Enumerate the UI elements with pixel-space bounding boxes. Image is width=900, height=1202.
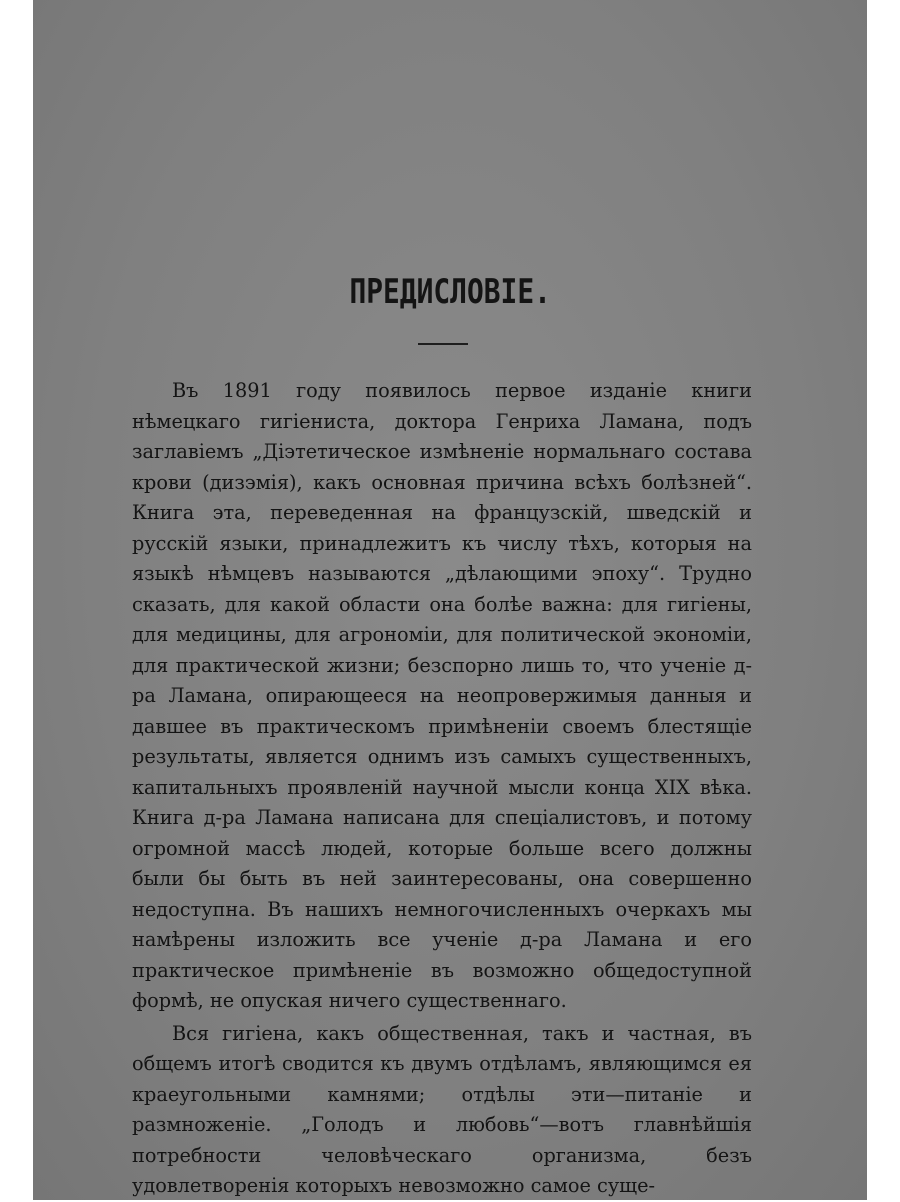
paragraph: Вся гигіена, какъ общественная, такъ и частная, въ общемъ итогѣ сводится къ двумъ отдѣламъ, являющимся ея краеугольными камнями; отдѣлы эти—питаніе и размноженіе. „Голодъ и любовь“—вотъ главнѣйшія потребности человѣческаго организма, безъ удовлетворенія которыхъ невозможно самое суще- xyxy=(132,1021,752,1197)
page-title: ПРЕДИСЛОВІЕ. xyxy=(349,272,551,312)
title-divider xyxy=(418,343,468,345)
body-text xyxy=(132,376,752,1202)
paragraph: Въ 1891 году появилось первое изданіе книги нѣмецкаго гигіениста, доктора Генриха Ламана, подъ заглавіемъ „Діэтетическое измѣненіе нормальнаго состава крови (дизэмія), какъ основная причина всѣхъ болѣзней“. Книга эта, переведенная на французскій, шведскій и русскій языки, принадлежитъ къ числу тѣхъ, которыя на языкѣ нѣмцевъ называются „дѣлающими эпоху“. Трудно сказать, для какой области она болѣе важна: для гигіены, для медицины, для агрономіи, для политической экономіи, для практической жизни; безспорно лишь то, что ученіе д-ра Ламана, опирающееся на неопровержимыя данныя и давшее въ практическомъ примѣненіи своемъ блестящіе результаты, является однимъ изъ самыхъ существенныхъ, капитальныхъ проявленій научной мысли конца XIX вѣка. Книга д-ра Ламана написана для спеціалистовъ, и потому огромной массѣ людей, которые больше всего должны были бы быть въ ней заинтересованы, она совершенно недоступна. Въ нашихъ немногочисленныхъ очеркахъ мы намѣрены изложить все ученіе д-ра Ламана и его практическое примѣненіе въ возможно общедоступной формѣ, не опуская ничего существеннаго. xyxy=(132,379,752,1012)
